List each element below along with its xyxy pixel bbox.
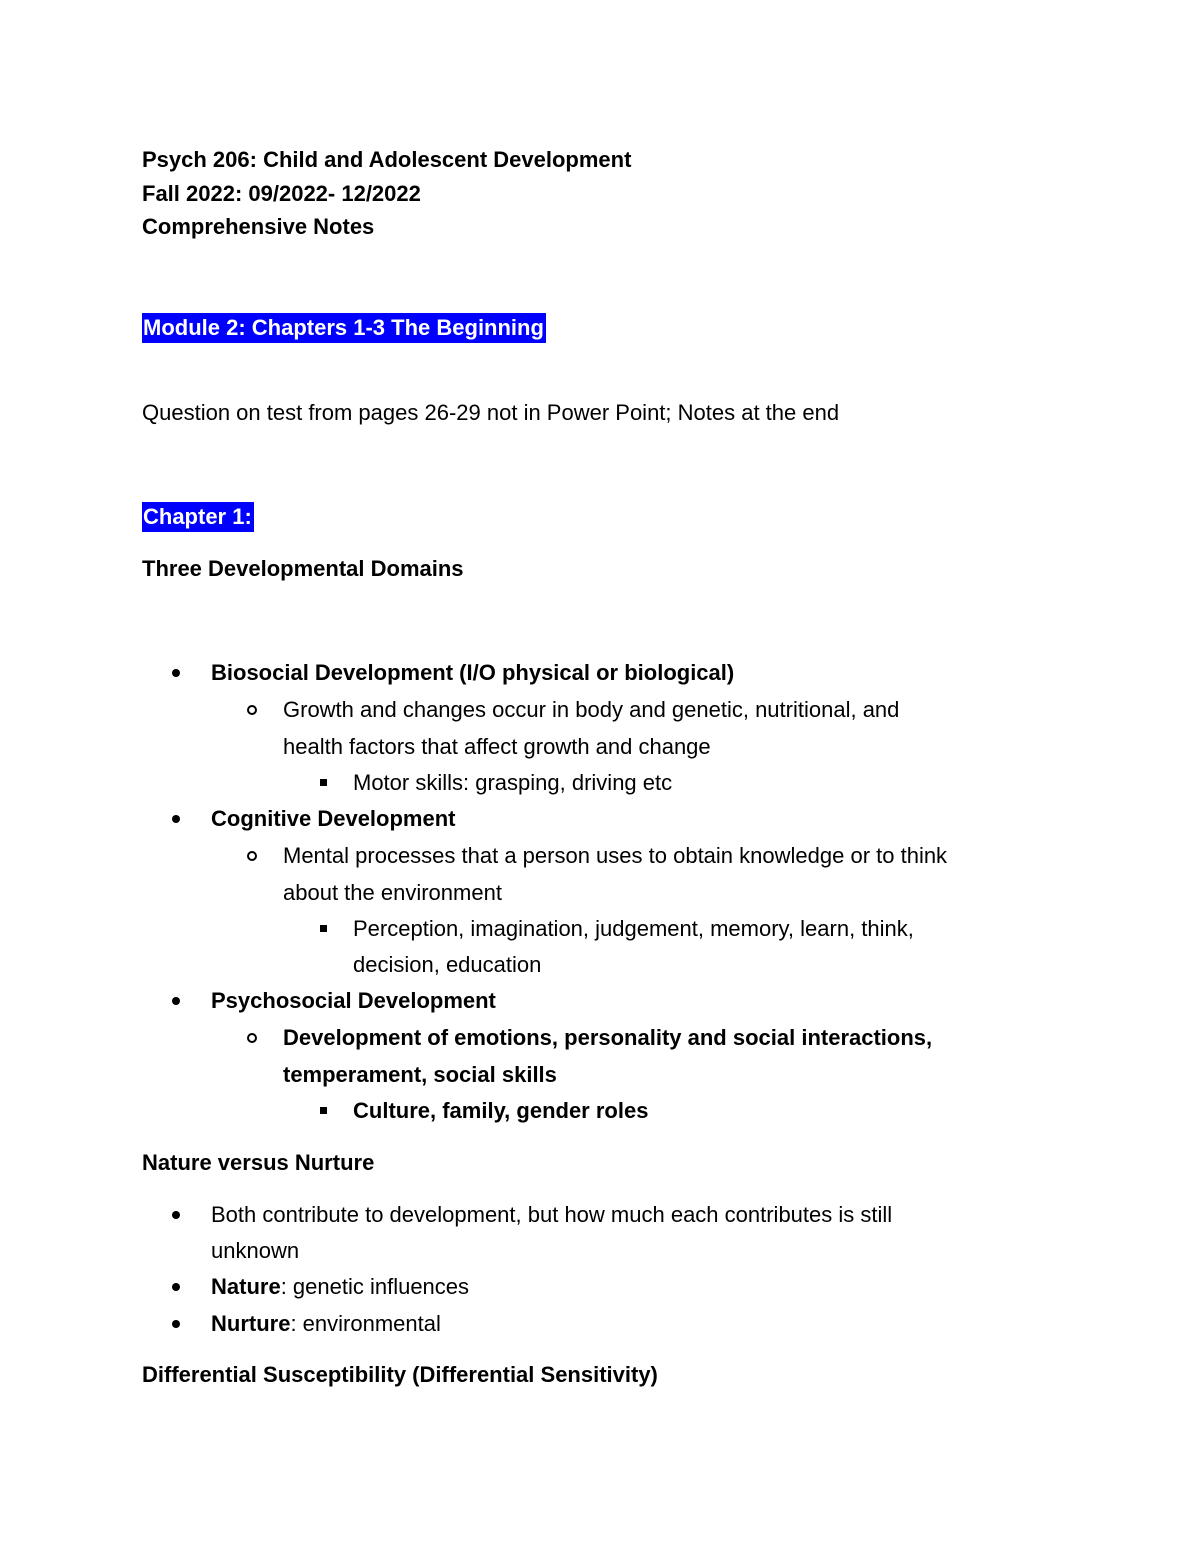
term-line: Fall 2022: 09/2022- 12/2022 <box>142 181 421 206</box>
bullet-circle-icon <box>247 1024 257 1052</box>
course-title: Psych 206: Child and Adolescent Development <box>142 147 632 172</box>
module-note: Question on test from pages 26-29 not in Power Point; Notes at the end <box>142 400 840 425</box>
nurture-definition <box>211 1310 441 1338</box>
bullet-square-icon <box>320 915 327 943</box>
bullet-dot-icon <box>172 805 180 833</box>
module-heading-highlight: Module 2: Chapters 1-3 The Beginning <box>142 313 546 343</box>
bullet-dot-icon <box>172 987 180 1015</box>
module-heading <box>142 314 546 342</box>
nature-definition <box>211 1273 469 1301</box>
differential-title: Differential Susceptibility (Differential Sensitivity) <box>142 1362 658 1387</box>
doc-type-line: Comprehensive Notes <box>142 214 375 239</box>
bullet-dot-icon <box>172 1273 180 1301</box>
psychosocial-desc-line2: temperament, social skills <box>283 1062 557 1087</box>
biosocial-desc-line2: health factors that affect growth and change <box>283 734 711 759</box>
bullet-dot-icon <box>172 659 180 687</box>
nature-def: : genetic influences <box>280 1274 470 1299</box>
bullet-dot-icon <box>172 1201 180 1229</box>
biosocial-example: Motor skills: grasping, driving etc <box>353 770 673 795</box>
bullet-square-icon <box>320 769 327 797</box>
cognitive-desc-line1: Mental processes that a person uses to obtain knowledge or to think <box>283 843 948 868</box>
nurture-term: Nurture <box>211 1311 291 1336</box>
nature-nurture-point1-line1: Both contribute to development, but how much each contributes is still <box>211 1202 893 1227</box>
bullet-circle-icon <box>247 696 257 724</box>
bullet-dot-icon <box>172 1310 180 1338</box>
psychosocial-example: Culture, family, gender roles <box>353 1098 649 1123</box>
nurture-def: : environmental <box>290 1311 441 1336</box>
cognitive-example-line2: decision, education <box>353 952 542 977</box>
nature-term: Nature <box>211 1274 281 1299</box>
nature-nurture-title: Nature versus Nurture <box>142 1150 375 1175</box>
biosocial-label: Biosocial Development (I/O physical or biological) <box>211 660 735 685</box>
biosocial-desc-line1: Growth and changes occur in body and genetic, nutritional, and <box>283 697 900 722</box>
chapter-heading-highlight: Chapter 1: <box>142 502 254 532</box>
psychosocial-label: Psychosocial Development <box>211 988 496 1013</box>
cognitive-desc-line2: about the environment <box>283 880 502 905</box>
chapter-heading <box>142 503 254 531</box>
bullet-square-icon <box>320 1097 327 1125</box>
bullet-circle-icon <box>247 842 257 870</box>
psychosocial-desc-line1: Development of emotions, personality and social interactions, <box>283 1025 933 1050</box>
nature-nurture-point1-line2: unknown <box>211 1238 300 1263</box>
cognitive-label: Cognitive Development <box>211 806 456 831</box>
domains-title: Three Developmental Domains <box>142 556 464 581</box>
cognitive-example-line1: Perception, imagination, judgement, memory, learn, think, <box>353 916 914 941</box>
